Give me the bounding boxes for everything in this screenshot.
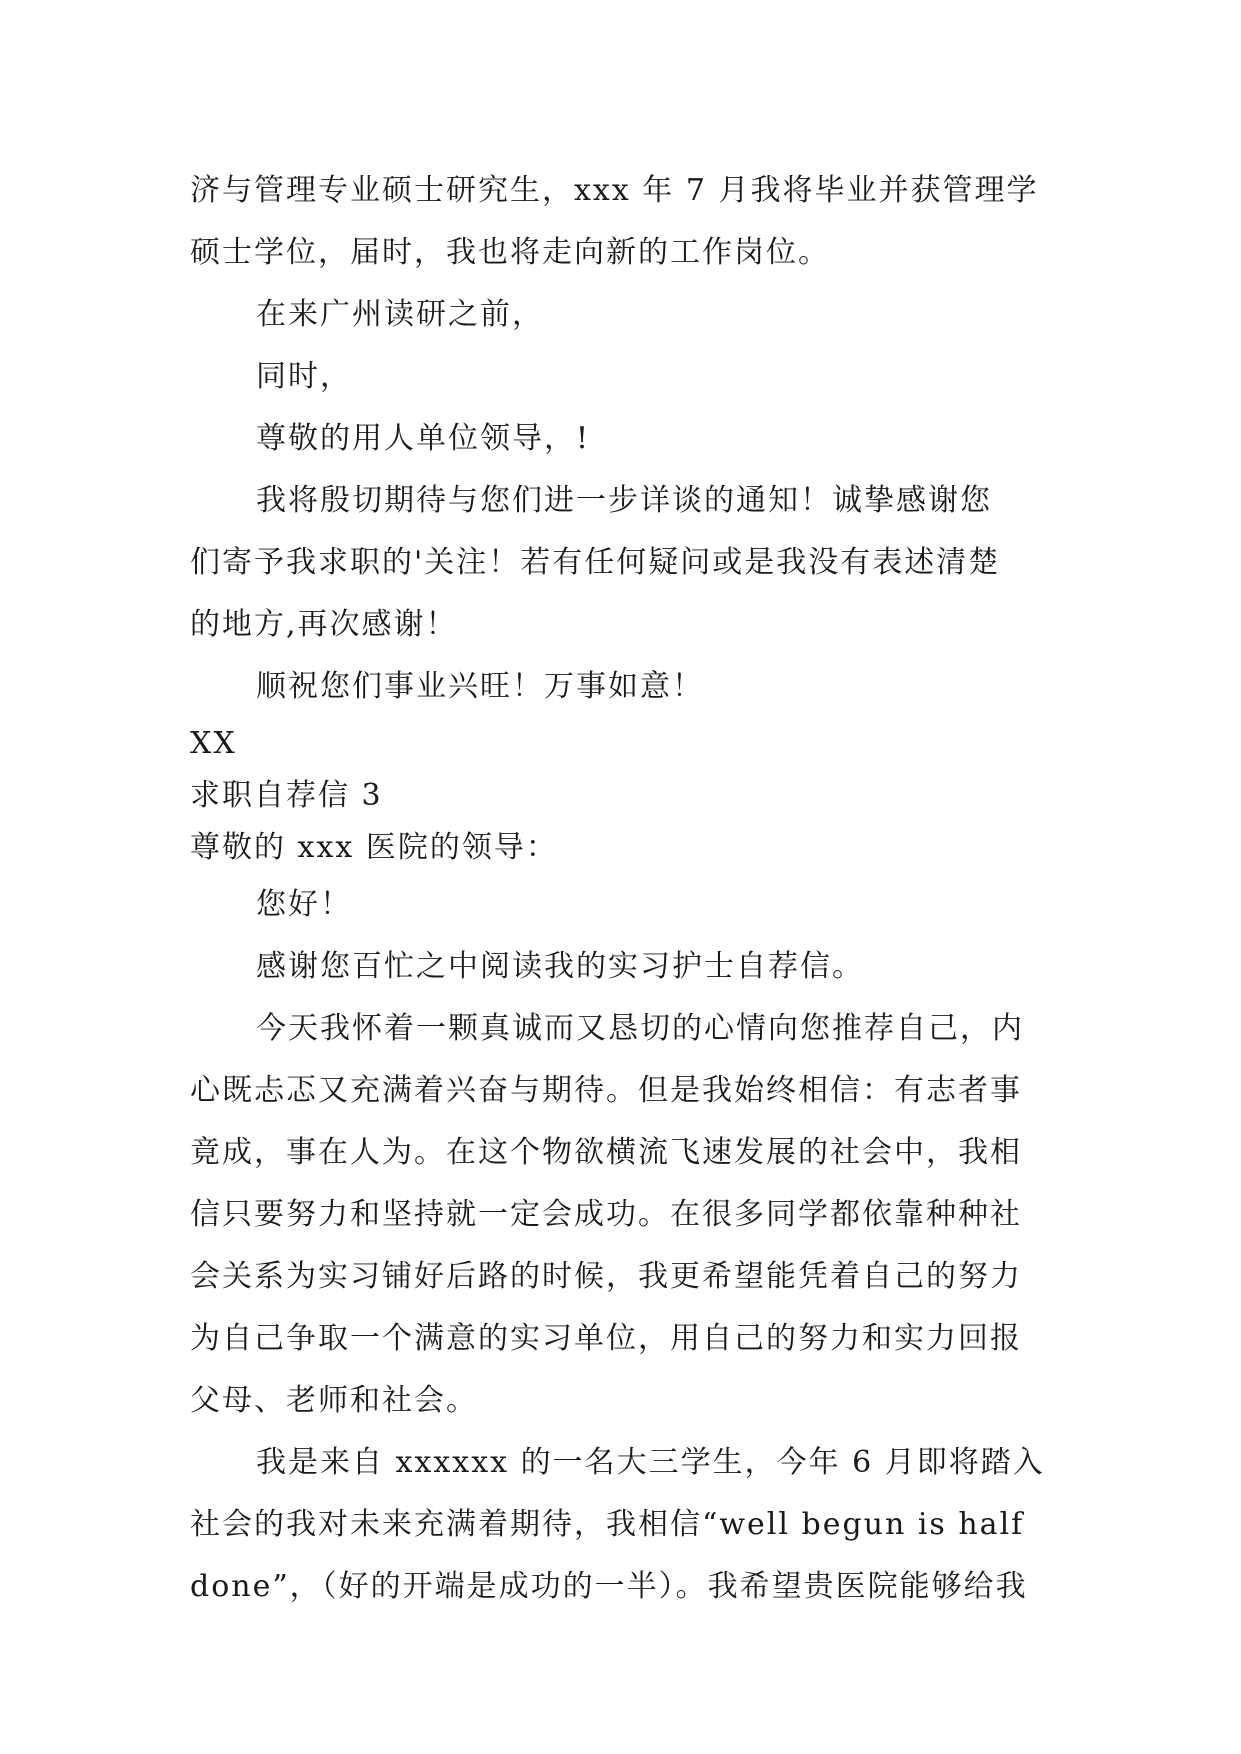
body-line: 社会的我对未来充满着期待，我相信“well begun is half xyxy=(190,1507,1025,1542)
body-line: 们寄予我求职的'关注！若有任何疑问或是我没有表述清楚 xyxy=(190,545,1001,580)
body-line: 竟成，事在人为。在这个物欲横流飞速发展的社会中，我相 xyxy=(190,1135,1022,1170)
body-line: 信只要努力和坚持就一定会成功。在很多同学都依靠种种社 xyxy=(190,1197,1022,1232)
document-page xyxy=(190,160,1050,1618)
body-line: 会关系为实习铺好后路的时候，我更希望能凭着自己的努力 xyxy=(190,1259,1022,1294)
paragraph-line: 今天我怀着一颗真诚而又恳切的心情向您推荐自己，内 xyxy=(256,1011,1024,1046)
body-line: 父母、老师和社会。 xyxy=(190,1383,478,1418)
greeting-line: 您好！ xyxy=(256,887,352,922)
body-line: 济与管理专业硕士研究生，xxx 年 7 月我将毕业并获管理学 xyxy=(190,173,1039,208)
paragraph-line: 感谢您百忙之中阅读我的实习护士自荐信。 xyxy=(256,949,864,984)
section-title: 求职自荐信 3 xyxy=(190,778,383,813)
paragraph-line: 同时， xyxy=(256,359,352,394)
paragraph-line: 我是来自 xxxxxx 的一名大三学生，今年 6 月即将踏入 xyxy=(256,1445,1045,1480)
body-line: 的地方,再次感谢！ xyxy=(190,607,458,642)
body-line: 硕士学位，届时，我也将走向新的工作岗位。 xyxy=(190,235,830,270)
closing-line: 顺祝您们事业兴旺！万事如意！ xyxy=(256,669,704,704)
salutation-line: 尊敬的用人单位领导，! xyxy=(256,421,591,456)
salutation-line: 尊敬的 xxx 医院的领导： xyxy=(190,830,558,865)
body-line: 心既忐忑又充满着兴奋与期待。但是我始终相信：有志者事 xyxy=(190,1073,1022,1108)
paragraph-line: 在来广州读研之前， xyxy=(256,297,544,332)
signature-line: XX xyxy=(190,726,237,761)
body-line: 为自己争取一个满意的实习单位，用自己的努力和实力回报 xyxy=(190,1321,1022,1356)
paragraph-line: 我将殷切期待与您们进一步详谈的通知！诚挚感谢您 xyxy=(256,483,992,518)
body-line: done”，（好的开端是成功的一半）。我希望贵医院能够给我 xyxy=(190,1569,1028,1604)
